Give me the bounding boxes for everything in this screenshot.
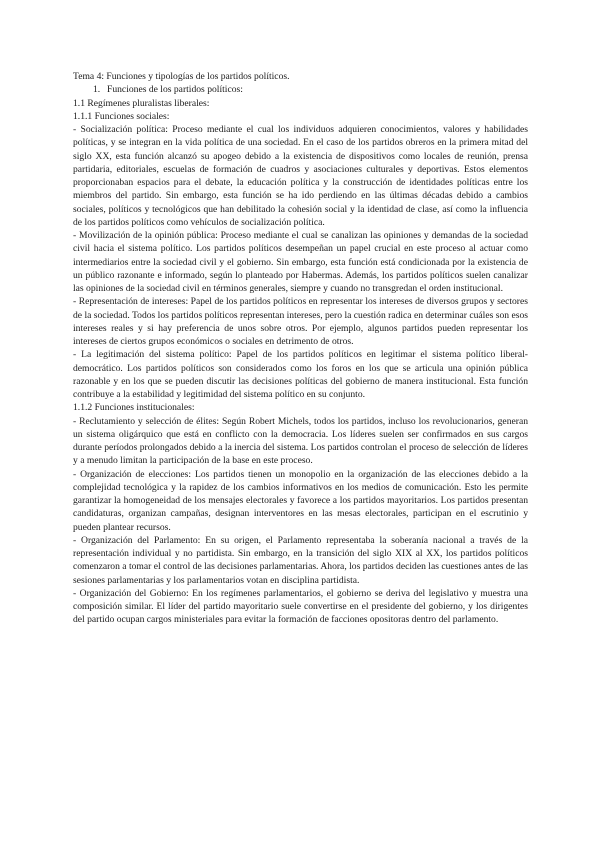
paragraph-socializacion: - Socialización política: Proceso mediante el cual los individuos adquieren conocimientos, valores y habilidades políticas, y se integran en la vida política de una sociedad. En el caso de los partidos obreros en la primera mitad del siglo XX, esta función alcanzó su apogeo debido a la existencia de dispositivos como locales de reunión, prensa partidaria, editoriales, escuelas de formación de cuadros y asociaciones culturales y deportivas. Estos elementos proporcionaban espacios para el debate, la educación política y la construcción de identidades políticas entre los miembros del partido. Sin embargo, esta función se ha ido perdiendo en las últimas décadas debido a cambios sociales, políticos y tecnológicos que han debilitado la cohesión social y la identidad de clase, así como la influencia de los partidos políticos como vehículos de socialización política. — [73, 124, 528, 228]
paragraph-parlamento: - Organización del Parlamento: En su origen, el Parlamento representaba la soberanía nacional a través de la representación individual y no partidista. Sin embargo, en la transición del siglo XIX al XX, los partidos políticos comenzaron a tomar el control de las decisiones parlamentarias. Ahora, los partidos deciden las cuestiones antes de las sesiones parlamentarias y los parlamentarios votan en disciplina partidista. — [73, 534, 528, 586]
paragraph-legitimacion: - La legitimación del sistema político: Papel de los partidos políticos en legitimar el sistema político liberal-democrático. Los partidos políticos son considerados como los foros en los que se articula una opinión pública razonable y en los que se pueden discutir las decisiones políticas del gobierno de manera institucional. Esta función contribuye a la estabilidad y legitimidad del sistema político en su conjunto. — [73, 349, 528, 400]
heading-1-1: 1.1 Regímenes pluralistas liberales: — [73, 97, 210, 109]
document-title: Tema 4: Funciones y tipologías de los partidos políticos. — [73, 71, 290, 82]
paragraph-movilizacion: - Movilización de la opinión pública: Proceso mediante el cual se canalizan las opiniones y demandas de la sociedad civil hacia el sistema político. Los partidos políticos desempeñan un papel crucial en este proceso al actuar como intermediarios entre la sociedad civil y el gobierno. Sin embargo, esta función está condicionada por la existencia de un público razonante e informado, según lo planteado por Habermas. Además, los partidos políticos suelen canalizar las opiniones de la sociedad civil en términos generales, siempre y cuando no transgredan el orden institucional. — [73, 230, 528, 294]
paragraph-representacion: - Representación de intereses: Papel de los partidos políticos en representar los intereses de diversos grupos y sectores de la sociedad. Todos los partidos políticos representan intereses, pero la cuestión radica en determinar cuáles son esos intereses reales y si hay preferencia de unos sobre otros. Por ejemplo, algunos partidos pueden representar los intereses de ciertos grupos económicos o sociales en detrimento de otros. — [73, 296, 528, 347]
paragraph-gobierno: - Organización del Gobierno: En los regímenes parlamentarios, el gobierno se deriva del legislativo y muestra una composición similar. El líder del partido mayoritario suele convertirse en el presidente del gobierno, y los dirigentes del partido ocupan cargos ministeriales para evitar la formación de facciones opositoras dentro del parlamento. — [73, 587, 528, 626]
numbered-list-item — [73, 83, 528, 96]
heading-1-1-1: 1.1.1 Funciones sociales: — [73, 110, 170, 122]
list-item-number: 1. — [93, 84, 101, 96]
list-item-label: Funciones de los partidos políticos: — [107, 84, 243, 96]
heading-1-1-2: 1.1.2 Funciones institucionales: — [73, 402, 195, 414]
paragraph-elecciones: - Organización de elecciones: Los partidos tienen un monopolio en la organización de las elecciones debido a la complejidad tecnológica y la rapidez de los cambios informativos en los medios de comunicación. Esto les permite garantizar la homogeneidad de los mensajes electorales y favorece a los partidos mayoritarios. Los partidos presentan candidaturas, organizan campañas, designan interventores en las mesas electorales, participan en el escrutinio y pueden plantear recursos. — [73, 468, 528, 533]
paragraph-reclutamiento: - Reclutamiento y selección de élites: Según Robert Michels, todos los partidos, incluso los revolucionarios, generan un sistema oligárquico que está en conflicto con la democracia. Los líderes suelen ser confirmados en sus cargos durante períodos prolongados debido a la inercia del sistema. Los partidos controlan el proceso de selección de líderes y a menudo limitan la participación de la base en este proceso. — [73, 415, 528, 467]
